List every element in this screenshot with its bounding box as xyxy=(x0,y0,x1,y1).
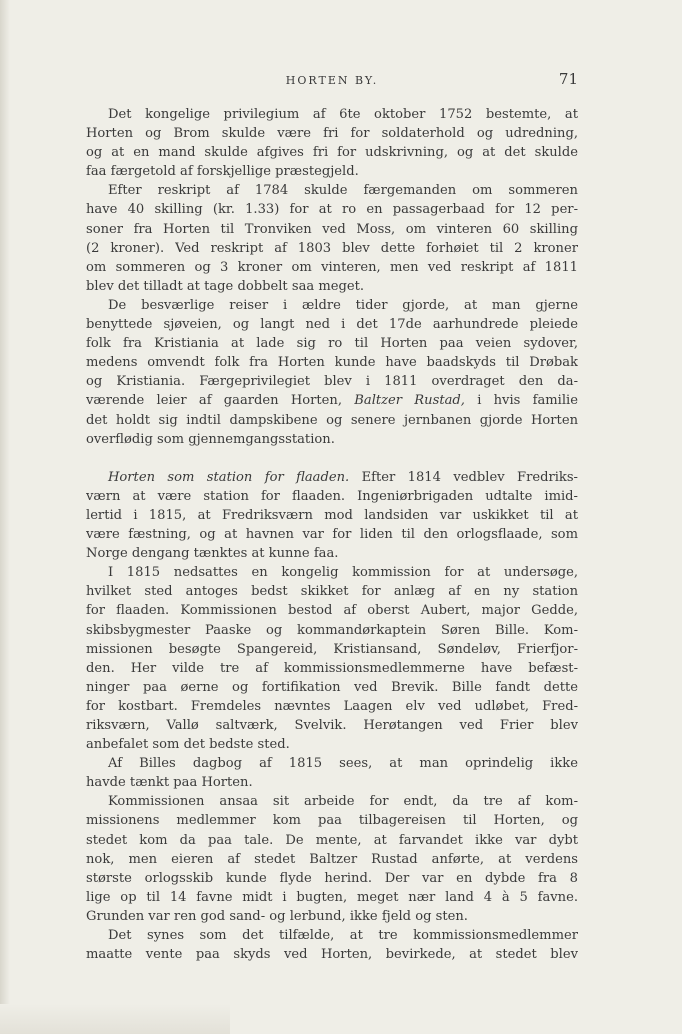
text-line: ninger paa øerne og fortifikation ved Brevik. Bille fandt dette xyxy=(86,679,578,695)
text-segment: Efter 1814 vedblev Fredriks- xyxy=(361,469,578,485)
text-line: om sommeren og 3 kroner om vinteren, men ved reskript af 1811 xyxy=(86,259,578,275)
text-line: faa færgetold af forskjellige præstegjeld. xyxy=(86,164,359,180)
text-line: Det synes som det tilfælde, at tre kommissionsmedlemmer xyxy=(108,928,578,944)
page-edge-shadow xyxy=(0,0,10,1034)
text-line: Grunden var ren god sand- og lerbund, ikke fjeld og sten. xyxy=(86,908,468,924)
text-line: overflødig som gjennemgangsstation. xyxy=(86,431,335,447)
text-line: medens omvendt folk fra Horten kunde have baadskyds til Drøbak xyxy=(86,355,578,371)
text-line: Norge dengang tænktes at kunne faa. xyxy=(86,546,339,562)
text-line: værn at være station for flaaden. Ingeniørbrigaden udtalte imid- xyxy=(86,488,578,504)
text-line: havde tænkt paa Horten. xyxy=(86,775,253,791)
text-line: Det kongelige privilegium af 6te oktober 1752 bestemte, at xyxy=(108,107,578,122)
text-line: og at en mand skulde afgives fri for udskrivning, og at det skulde xyxy=(86,145,578,161)
text-line: maatte vente paa skyds ved Horten, bevirkede, at stedet blev xyxy=(86,947,578,963)
text-line: lertid i 1815, at Fredriksværn mod landsiden var uskikket til at xyxy=(86,507,578,523)
text-line: lige op til 14 favne midt i bugten, meget nær land 4 à 5 favne. xyxy=(86,889,578,905)
text-line: soner fra Horten til Tronviken ved Moss, om vinteren 60 skilling xyxy=(86,221,578,237)
text-line: hvilket sted antoges bedst skikket for anlæg af en ny station xyxy=(86,584,578,600)
section-heading-line xyxy=(86,468,578,487)
running-head: HORTEN BY. xyxy=(285,74,379,87)
text-line: De besværlige reiser i ældre tider gjorde, at man gjerne xyxy=(108,297,578,313)
text-line: Kommissionen ansaa sit arbeide for endt, da tre af kom- xyxy=(108,794,578,810)
page-bottom-shading xyxy=(0,1004,230,1034)
text-line: Horten og Brom skulde være fri for soldaterhold og udredning, xyxy=(86,126,578,142)
text-line: have 40 skilling (kr. 1.33) for at ro en passagerbaad for 12 per- xyxy=(86,202,578,218)
text-line: benyttede sjøveien, og langt ned i det 17de aarhundrede pleiede xyxy=(86,317,578,333)
text-line: være fæstning, og at havnen var for liden til den orlogsflaade, som xyxy=(86,527,578,543)
text-line: nok, men eieren af stedet Baltzer Rustad anførte, at verdens xyxy=(86,851,578,867)
text-line: for kostbart. Fremdeles nævntes Laagen elv ved udløbet, Fred- xyxy=(86,698,578,714)
text-line: den. Her vilde tre af kommissionsmedlemmerne have befæst- xyxy=(86,660,578,676)
text-line: og Kristiania. Færgeprivilegiet blev i 1811 overdraget den da- xyxy=(86,374,578,390)
text-line: Af Billes dagbog af 1815 sees, at man oprindelig ikke xyxy=(108,756,578,772)
page-number: 71 xyxy=(558,70,578,88)
text-line: missionens medlemmer kom paa tilbagereisen til Horten, og xyxy=(86,813,578,829)
text-line: (2 kroner). Ved reskript af 1803 blev dette forhøiet til 2 kroner xyxy=(86,240,578,256)
text-line: anbefalet som det bedste sted. xyxy=(86,737,290,753)
text-line: for flaaden. Kommissionen bestod af oberst Aubert, major Gedde, xyxy=(86,603,578,619)
paragraph-spacer xyxy=(86,449,578,468)
text-line: Efter reskript af 1784 skulde færgemanden om sommeren xyxy=(108,183,578,199)
text-line: skibsbygmester Paaske og kommandørkaptein Søren Bille. Kom- xyxy=(86,622,578,638)
text-segment: værende leier af gaarden Horten, xyxy=(86,393,343,409)
page-header xyxy=(86,70,578,90)
italic-name: Baltzer Rustad, xyxy=(354,393,465,409)
text-line: missionen besøgte Spangereid, Kristiansand, Søndeløv, Frierfjor- xyxy=(86,641,578,657)
text-segment: i hvis familie xyxy=(477,393,578,409)
text-line: det holdt sig indtil dampskibene og senere jernbanen gjorde Horten xyxy=(86,412,578,428)
text-line: største orlogsskib kunde flyde herind. Der var en dybde fra 8 xyxy=(86,870,578,886)
text-line: I 1815 nedsattes en kongelig kommission for at undersøge, xyxy=(108,565,578,581)
text-line: stedet kom da paa tale. De mente, at farvandet ikke var dybt xyxy=(86,832,578,848)
text-line: folk fra Kristiania at lade sig ro til Horten paa veien sydover, xyxy=(86,336,578,352)
text-line: riksværn, Vallø saltværk, Svelvik. Herøtangen ved Frier blev xyxy=(86,718,578,733)
text-line: blev det tilladt at tage dobbelt saa meget. xyxy=(86,278,365,294)
body-text xyxy=(86,105,578,964)
section-heading: Horten som station for flaaden. xyxy=(108,469,350,485)
text-line xyxy=(86,391,578,410)
